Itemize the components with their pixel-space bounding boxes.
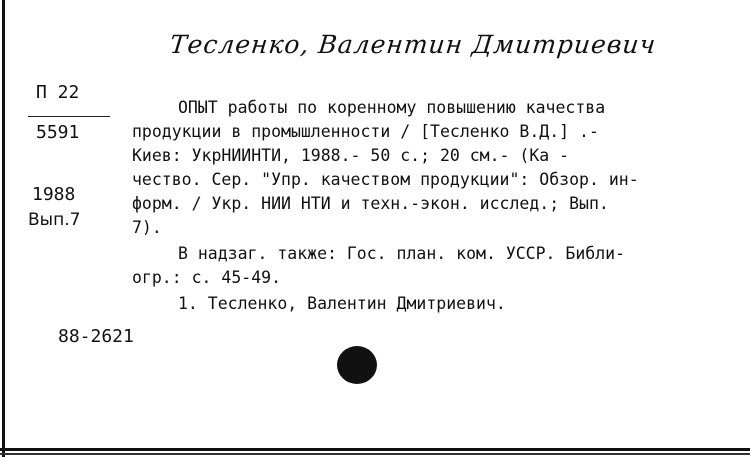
bottom-border-rule-lower bbox=[0, 453, 750, 455]
shelf-number: 5591 bbox=[36, 122, 80, 143]
body-line: 7). bbox=[132, 218, 162, 237]
shelf-class: П 22 bbox=[36, 82, 80, 103]
bottom-border-rule bbox=[0, 448, 750, 451]
body-line: продукции в промышленности / [Тесленко В.Д.] .- bbox=[132, 122, 599, 141]
accession-number: 88-2621 bbox=[58, 326, 134, 347]
card-punch-hole bbox=[337, 346, 377, 384]
note-line: В надзаг. также: Гос. план. ком. УССР. Библи- bbox=[178, 244, 626, 263]
shelf-divider bbox=[28, 116, 110, 117]
tracing-entry: 1. Тесленко, Валентин Дмитриевич. bbox=[178, 294, 506, 313]
bibliographic-description bbox=[132, 96, 722, 316]
left-border-rule bbox=[2, 0, 5, 457]
note-line: огр.: с. 45-49. bbox=[132, 268, 282, 287]
handwritten-heading: Тесленко, Валентин Дмитриевич bbox=[168, 30, 658, 59]
shelf-issue: Вып.7 bbox=[28, 210, 81, 230]
body-line: ОПЫТ работы по коренному повышению качества bbox=[178, 98, 606, 117]
body-line: Киев: УкрНИИНТИ, 1988.- 50 с.; 20 см.- (Ка - bbox=[132, 146, 570, 165]
body-line: чество. Сер. "Упр. качеством продукции": Обзор. ин- bbox=[132, 170, 639, 189]
shelf-year: 1988 bbox=[32, 184, 76, 205]
body-line: форм. / Укр. НИИ НТИ и техн.-экон. исслед.; Вып. bbox=[132, 194, 609, 213]
